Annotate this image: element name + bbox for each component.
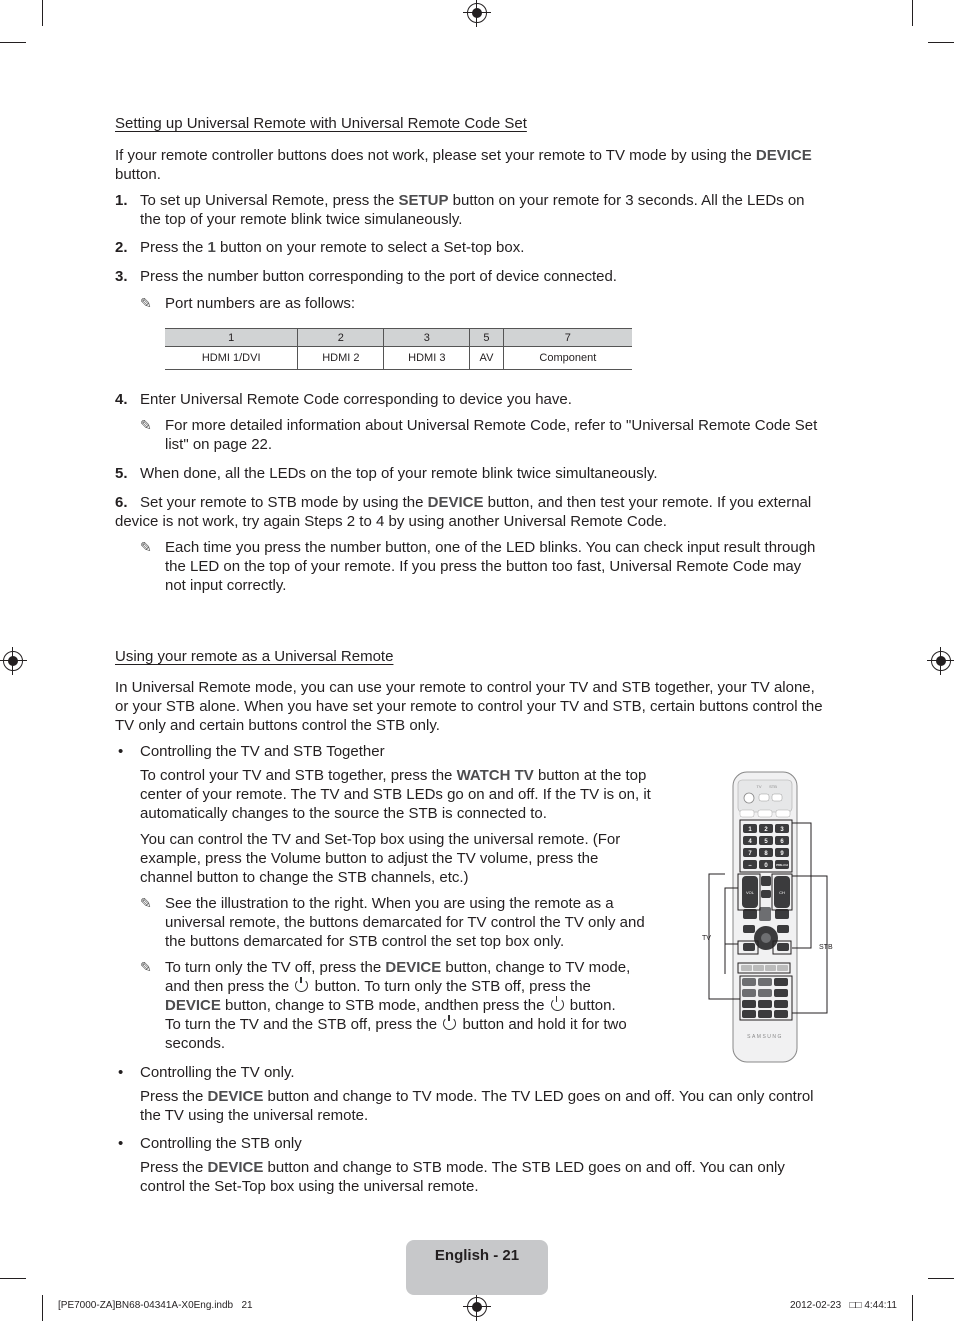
step-text bbox=[140, 191, 845, 229]
step-text: Press the number button corresponding to the port of device connected. bbox=[140, 268, 617, 285]
key-label: 7 bbox=[748, 851, 752, 857]
step-text: When done, all the LEDs on the top of your remote blink twice simultaneously. bbox=[140, 465, 658, 482]
playback-button bbox=[742, 1010, 756, 1018]
function-button bbox=[758, 989, 772, 997]
source-button bbox=[758, 810, 772, 817]
section-title: Using your remote as a Universal Remote bbox=[115, 648, 394, 665]
bold-text: DEVICE bbox=[165, 997, 221, 1014]
pencil-note-icon: ✎ bbox=[140, 895, 152, 911]
bold-text: SETUP bbox=[398, 192, 449, 209]
power-icon bbox=[551, 998, 564, 1011]
text: button, change to STB mode, andthen press the bbox=[220, 997, 549, 1014]
text: Press the bbox=[140, 1159, 208, 1176]
text: button and hold it for two bbox=[458, 1016, 627, 1033]
text: the buttons demarcated for STB control the set top box only. bbox=[165, 933, 565, 950]
note-text bbox=[165, 538, 855, 595]
bold-text: DEVICE bbox=[427, 494, 484, 511]
stb-label: STB bbox=[819, 944, 833, 951]
bullet-icon: • bbox=[118, 1064, 124, 1081]
key-label: 2 bbox=[764, 827, 768, 833]
bold-text: DEVICE bbox=[755, 147, 812, 164]
color-button bbox=[741, 965, 752, 971]
table-header-cell: 1 bbox=[165, 329, 298, 347]
device-button bbox=[759, 794, 769, 801]
key-label: 3 bbox=[780, 827, 784, 833]
date-slug: 2012-02-23 □□ 4:44:11 bbox=[790, 1300, 897, 1311]
bold-text: DEVICE bbox=[385, 959, 442, 976]
step-number: 5. bbox=[115, 465, 128, 482]
registration-mark-icon bbox=[3, 651, 23, 671]
text: control the Set-Top box using the universal remote. bbox=[140, 1178, 479, 1195]
text: To set up Universal Remote, press the bbox=[140, 192, 399, 209]
key-label: 5 bbox=[764, 839, 768, 845]
text: For more detailed information about Universal Remote Code, refer to "Universal Remote Code Set bbox=[165, 417, 818, 434]
registration-mark-icon bbox=[467, 3, 487, 23]
paragraph bbox=[140, 1158, 850, 1196]
key-label: 8 bbox=[764, 851, 768, 857]
text: the LED on the top of your remote. If you press the button too fast, Universal Remote Code may bbox=[165, 558, 802, 575]
key-label: 0 bbox=[764, 863, 768, 869]
table-header-row bbox=[165, 329, 632, 347]
table-cell: HDMI 3 bbox=[384, 347, 470, 370]
step-text: Enter Universal Remote Code corresponding to device you have. bbox=[140, 391, 572, 408]
function-button bbox=[758, 978, 772, 986]
tools-button bbox=[743, 925, 755, 933]
color-button bbox=[753, 965, 764, 971]
text: To control your TV and STB together, press the bbox=[140, 767, 457, 784]
pencil-note-icon: ✎ bbox=[140, 295, 152, 311]
step-text: device is not work, try again Steps 2 to 4 by using another Universal Remote Code. bbox=[115, 513, 667, 530]
text: To turn only the TV off, press the bbox=[165, 959, 386, 976]
extra-button bbox=[776, 810, 790, 817]
key-label: 4 bbox=[748, 839, 752, 845]
table-cell: HDMI 2 bbox=[298, 347, 384, 370]
text: example, press the Volume button to adjust the TV volume, press the bbox=[140, 850, 599, 867]
ch-label: CH bbox=[779, 890, 785, 895]
bullet-title: Controlling the STB only bbox=[140, 1135, 302, 1152]
crop-mark bbox=[0, 42, 26, 43]
text: not input correctly. bbox=[165, 577, 287, 594]
mute-button bbox=[761, 876, 771, 886]
tv-label: TV bbox=[702, 935, 711, 942]
step-number: 4. bbox=[115, 391, 128, 408]
function-button bbox=[774, 989, 788, 997]
function-button bbox=[742, 989, 756, 997]
text: In Universal Remote mode, you can use your remote to control your TV and STB together, your TV alone, bbox=[115, 679, 815, 696]
watch-tv-button bbox=[772, 794, 782, 801]
crop-mark bbox=[912, 1295, 913, 1321]
note-text bbox=[165, 894, 675, 951]
bold-text: DEVICE bbox=[207, 1159, 264, 1176]
key-label: – bbox=[748, 863, 752, 869]
page-number-label: English - 21 bbox=[434, 1247, 520, 1264]
text: universal remote, the buttons demarcated for TV control the TV only and bbox=[165, 914, 645, 931]
key-label: 9 bbox=[780, 851, 784, 857]
table-header-cell: 5 bbox=[470, 329, 503, 347]
text: You can control the TV and Set-Top box using the universal remote. (For bbox=[140, 831, 621, 848]
bullet-title: Controlling the TV and STB Together bbox=[140, 743, 385, 760]
text: Each time you press the number button, one of the LED blinks. You can check input result through bbox=[165, 539, 816, 556]
bold-text: 1 bbox=[207, 239, 216, 256]
table-row bbox=[165, 347, 632, 370]
bold-text: WATCH TV bbox=[456, 767, 534, 784]
step-text bbox=[140, 238, 524, 257]
text: button. bbox=[115, 166, 161, 183]
power-icon bbox=[443, 1017, 456, 1030]
pencil-note-icon: ✎ bbox=[140, 959, 152, 975]
text: button. bbox=[565, 997, 616, 1014]
crop-mark bbox=[42, 1295, 43, 1321]
playback-button bbox=[742, 1000, 756, 1008]
text: list" on page 22. bbox=[165, 436, 273, 453]
crop-mark bbox=[928, 1278, 954, 1279]
text: To turn the TV and the STB off, press the bbox=[165, 1016, 442, 1033]
registration-mark-icon bbox=[467, 1297, 487, 1317]
info-button bbox=[777, 925, 789, 933]
playback-button bbox=[758, 1000, 772, 1008]
table-cell: Component bbox=[503, 347, 632, 370]
text: automatically changes to the source the STB is connected to. bbox=[140, 805, 547, 822]
crop-mark bbox=[42, 0, 43, 26]
crop-mark bbox=[912, 0, 913, 26]
port-table bbox=[165, 328, 632, 370]
step-number: 1. bbox=[115, 192, 128, 209]
brand-logo: SAMSUNG bbox=[747, 1034, 783, 1040]
note-text: Port numbers are as follows: bbox=[165, 295, 356, 312]
paragraph bbox=[140, 830, 670, 887]
step-number: 3. bbox=[115, 268, 128, 285]
text: or your STB alone. When you have set your remote to control your TV and STB, certain buttons control the bbox=[115, 698, 823, 715]
text: and then press the bbox=[165, 978, 294, 995]
file-slug: [PE7000-ZA]BN68-04341A-X0Eng.indb 21 bbox=[58, 1300, 253, 1311]
bullet-icon: • bbox=[118, 1135, 124, 1152]
section-title: Setting up Universal Remote with Universal Remote Code Set bbox=[115, 115, 527, 132]
registration-mark-icon bbox=[931, 651, 951, 671]
paragraph bbox=[115, 678, 845, 735]
setup-button bbox=[740, 810, 754, 817]
key-label: 1 bbox=[748, 827, 752, 833]
step-number: 2. bbox=[115, 239, 128, 256]
text: button at the top bbox=[533, 767, 647, 784]
step-number: 6. bbox=[115, 494, 128, 511]
crop-mark bbox=[928, 42, 954, 43]
text: channel button to change the STB channels, etc.) bbox=[140, 869, 469, 886]
dpad-center bbox=[761, 933, 771, 943]
table-cell: AV bbox=[470, 347, 503, 370]
text: See the illustration to the right. When you are using the remote as a bbox=[165, 895, 614, 912]
function-button bbox=[742, 978, 756, 986]
function-button bbox=[774, 978, 788, 986]
playback-button bbox=[774, 1000, 788, 1008]
text: button, and then test your remote. If you external bbox=[483, 494, 812, 511]
remote-illustration bbox=[695, 768, 845, 1066]
led-tv-label: TV bbox=[756, 784, 762, 789]
return-button bbox=[743, 943, 755, 951]
text: the TV using the universal remote. bbox=[140, 1107, 369, 1124]
text: button. To turn only the STB off, press the bbox=[310, 978, 591, 995]
playback-button bbox=[758, 1010, 772, 1018]
text: TV only and certain buttons control the STB only. bbox=[115, 717, 440, 734]
exit-button bbox=[777, 943, 789, 951]
playback-button bbox=[774, 1010, 788, 1018]
bold-text: DEVICE bbox=[207, 1088, 264, 1105]
note-text bbox=[165, 958, 675, 1053]
bullet-title: Controlling the TV only. bbox=[140, 1064, 295, 1081]
key-label: PRE-CH bbox=[776, 863, 788, 867]
color-button bbox=[765, 965, 776, 971]
chlist-button bbox=[761, 890, 771, 898]
key-label: 6 bbox=[780, 839, 784, 845]
paragraph bbox=[140, 1087, 850, 1125]
smart-hub-button bbox=[759, 907, 771, 921]
text: button and change to TV mode. The TV LED goes on and off. You can only control bbox=[263, 1088, 814, 1105]
text: center of your remote. The TV and STB LEDs go on and off. If the TV is on, it bbox=[140, 786, 651, 803]
text: seconds. bbox=[165, 1035, 226, 1052]
pencil-note-icon: ✎ bbox=[140, 539, 152, 555]
power-icon bbox=[295, 979, 308, 992]
paragraph bbox=[140, 766, 670, 823]
text: button and change to STB mode. The STB LED goes on and off. You can only bbox=[263, 1159, 785, 1176]
table-header-cell: 2 bbox=[298, 329, 384, 347]
text: button, change to TV mode, bbox=[441, 959, 631, 976]
vol-label: VOL bbox=[745, 890, 755, 895]
table-cell: HDMI 1/DVI bbox=[165, 347, 298, 370]
pencil-note-icon: ✎ bbox=[140, 417, 152, 433]
text: button on your remote to select a Set-top box. bbox=[215, 239, 525, 256]
paragraph bbox=[115, 146, 845, 184]
text: button on your remote for 3 seconds. All the LEDs on bbox=[448, 192, 805, 209]
text: Set your remote to STB mode by using the bbox=[140, 494, 428, 511]
step-text bbox=[140, 493, 845, 512]
table-header-cell: 7 bbox=[503, 329, 632, 347]
bullet-icon: • bbox=[118, 743, 124, 760]
text: the top of your remote blink twice simulaneously. bbox=[140, 211, 463, 228]
text: Press the bbox=[140, 1088, 208, 1105]
text: If your remote controller buttons does not work, please set your remote to TV mode by using the bbox=[115, 147, 756, 164]
note-text bbox=[165, 416, 845, 454]
power-button-icon bbox=[744, 793, 754, 803]
crop-mark bbox=[0, 1278, 26, 1279]
table-header-cell: 3 bbox=[384, 329, 470, 347]
text: Press the bbox=[140, 239, 208, 256]
color-button bbox=[777, 965, 788, 971]
led-stb-label: STB bbox=[769, 784, 777, 789]
